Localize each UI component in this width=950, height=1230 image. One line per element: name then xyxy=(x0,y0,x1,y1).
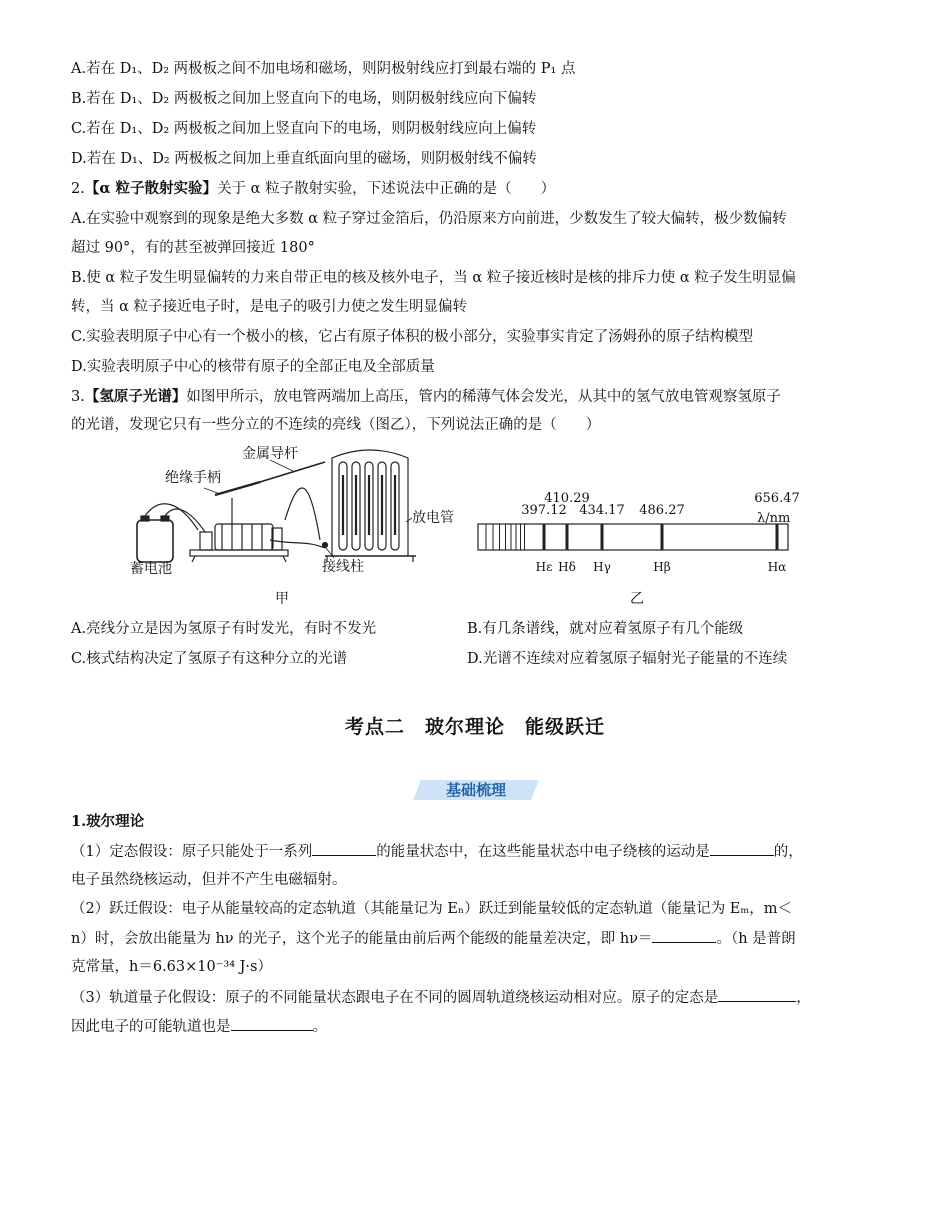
spectral-line-656.47 xyxy=(776,524,779,550)
label-metal-rod: 金属导杆 xyxy=(242,446,298,462)
caption-jia: 甲 xyxy=(275,591,289,607)
q3-option-d: D.光谱不连续对应着氢原子辐射光子能量的不连续 xyxy=(467,651,788,667)
caption-yi: 乙 xyxy=(630,591,644,607)
bohr-p3-line2: 因此电子的可能轨道也是 。 xyxy=(71,1016,327,1037)
q3-option-b: B.有几条谱线，就对应着氢原子有几个能级 xyxy=(467,621,744,637)
blank-1[interactable] xyxy=(312,841,376,856)
spectral-line-486.27 xyxy=(661,524,664,550)
q2-option-d: D.实验表明原子中心的核带有原子的全部正电及全部质量 xyxy=(71,359,435,375)
q3-stem-text: 如图甲所示，放电管两端加上高压，管内的稀薄气体会发光，从其中的氢气放电管观察氢原子 xyxy=(186,389,781,405)
spectral-value-label: 656.47 xyxy=(754,491,800,506)
bohr-p2-line1: （2）跃迁假设：电子从能量较高的定态轨道（其能量记为 Eₙ）跃迁到能量较低的定态轨道（能量记为 Eₘ，m＜ xyxy=(71,901,793,917)
label-insulating-handle: 绝缘手柄 xyxy=(165,470,221,486)
spectral-line-434.17 xyxy=(601,524,604,550)
blank-2[interactable] xyxy=(710,841,774,856)
q3-stem-line1 xyxy=(71,387,781,407)
q2-stem xyxy=(71,179,555,199)
bohr-heading: 1.玻尔理论 xyxy=(71,813,145,830)
q1-option-d: D.若在 D₁、D₂ 两极板之间加上垂直纸面向里的磁场，则阴极射线不偏转 xyxy=(71,151,537,167)
hydrogen-spectrum-figure xyxy=(120,440,810,612)
spectrum-diagram xyxy=(478,491,800,574)
spectral-value-label: 397.12 xyxy=(521,503,567,518)
spectral-line-397.12 xyxy=(543,524,546,550)
spectral-symbol-label: Hδ xyxy=(558,560,576,574)
q2-number: 2. xyxy=(71,181,85,197)
insulating-handle xyxy=(215,482,260,495)
q1-option-b: B.若在 D₁、D₂ 两极板之间加上竖直向下的电场，则阴极射线应向下偏转 xyxy=(71,91,537,107)
q2-stem-text: 关于 α 粒子散射实验，下述说法中正确的是（ ） xyxy=(217,181,556,197)
q2-option-b-line2: 转，当 α 粒子接近电子时，是电子的吸引力使之发生明显偏转 xyxy=(71,299,468,315)
spectral-line-410.29 xyxy=(566,524,569,550)
q1-option-c: C.若在 D₁、D₂ 两极板之间加上竖直向下的电场，则阴极射线应向上偏转 xyxy=(71,121,537,137)
spectral-value-label: 410.29 xyxy=(544,491,590,506)
q1-option-a: A.若在 D₁、D₂ 两极板之间不加电场和磁场，则阴极射线应打到最右端的 P₁ 点 xyxy=(71,61,576,77)
spectral-value-label: 434.17 xyxy=(579,503,625,518)
battery-icon xyxy=(137,520,173,562)
label-terminal: 接线柱 xyxy=(322,559,364,575)
bohr-p3-line1: （3）轨道量子化假设：原子的不同能量状态跟电子在不同的圆周轨道绕核运动相对应。原子的定态是 ， xyxy=(71,987,811,1008)
terminal-post xyxy=(323,543,328,548)
spectral-symbol-label: Hγ xyxy=(593,560,611,574)
apparatus-diagram xyxy=(137,450,416,562)
q3-option-a: A.亮线分立是因为氢原子有时发光，有时不发光 xyxy=(71,621,377,637)
spectral-symbol-label: Hβ xyxy=(653,560,671,574)
blank-4[interactable] xyxy=(718,987,796,1002)
q2-option-c: C.实验表明原子中心有一个极小的核，它占有原子体积的极小部分，实验事实肯定了汤姆孙的原子结构模型 xyxy=(71,329,754,345)
spectral-value-label: 486.27 xyxy=(639,503,685,518)
blank-3[interactable] xyxy=(652,928,716,943)
spectral-symbol-label: Hα xyxy=(767,560,787,574)
q2-option-a-line1: A.在实验中观察到的现象是绝大多数 α 粒子穿过金箔后，仍沿原来方向前进，少数发生了较大偏转，极少数偏转 xyxy=(71,211,787,227)
metal-rod xyxy=(260,462,325,482)
q3-stem-line2: 的光谱，发现它只有一些分立的不连续的亮线（图乙），下列说法正确的是（ ） xyxy=(71,417,601,433)
bohr-p2-line3: 克常量，h＝6.63×10⁻³⁴ J·s） xyxy=(71,959,272,975)
q3-number: 3. xyxy=(71,389,85,405)
q2-option-b-line1: B.使 α 粒子发生明显偏转的力来自带正电的核及核外电子，当 α 粒子接近核时是核的排斥力使 α 粒子发生明显偏 xyxy=(71,270,796,286)
spectral-symbol-label: Hε xyxy=(535,560,553,574)
section-title: 考点二 玻尔理论 能级跃迁 xyxy=(344,716,605,738)
label-discharge-tube: 放电管 xyxy=(412,510,454,526)
blank-5[interactable] xyxy=(231,1016,313,1031)
section-badge-label: 基础梳理 xyxy=(445,781,506,799)
bohr-p2-line2: n）时，会放出能量为 hν 的光子，这个光子的能量由前后两个能级的能量差决定，即 hν＝ 。（h 是普朗 xyxy=(71,928,796,949)
bohr-p1-line2: 电子虽然绕核运动，但并不产生电磁辐射。 xyxy=(71,872,347,888)
q2-tag: 【α 粒子散射实验】 xyxy=(84,180,218,197)
label-battery: 蓄电池 xyxy=(130,561,172,577)
bohr-p1-line1: （1）定态假设：原子只能处于一系列 的能量状态中，在这些能量状态中电子绕核的运动是 的， xyxy=(71,841,803,862)
q3-option-c: C.核式结构决定了氢原子有这种分立的光谱 xyxy=(71,651,348,667)
q2-option-a-line2: 超过 90°，有的甚至被弹回接近 180° xyxy=(71,240,315,256)
induction-coil xyxy=(190,524,288,562)
q3-tag: 【氢原子光谱】 xyxy=(84,388,187,405)
spectrum-unit: λ/nm xyxy=(757,511,791,526)
discharge-tube-rack xyxy=(325,450,416,562)
